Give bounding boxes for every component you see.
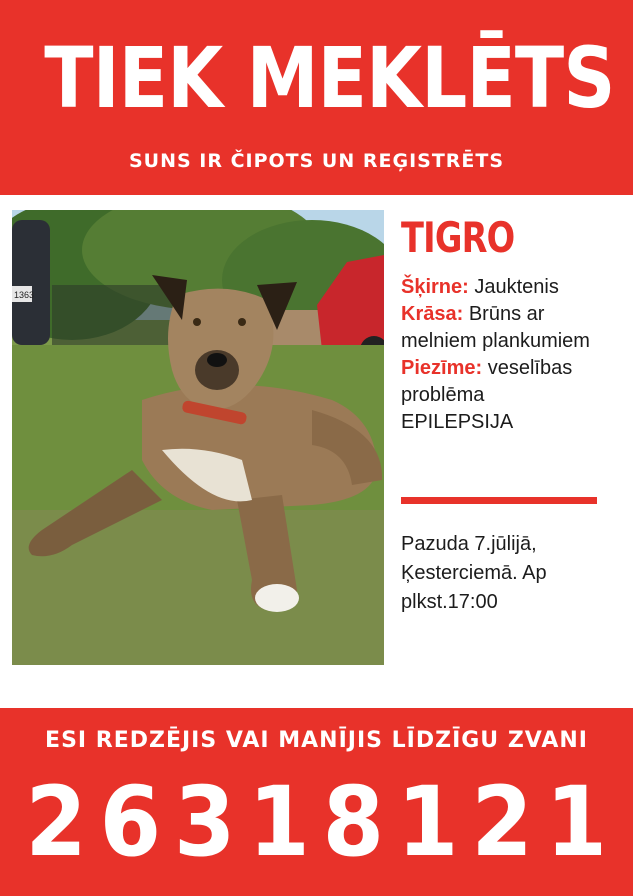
lost-info: Pazuda 7.jūlijā, Ķesterciemā. Ap plkst.17:00 (401, 533, 547, 613)
dog-info (401, 212, 601, 436)
dog-details (401, 274, 601, 436)
color-label: Krāsa: (401, 303, 464, 325)
subheadline: SUNS IR ČIPOTS UN REĢISTRĒTS (128, 150, 505, 172)
phone-number: 26318121 (25, 766, 620, 878)
color-value: Brūns ar melniem plankumiem (401, 303, 590, 352)
note-row (401, 355, 601, 436)
breed-row (401, 274, 601, 301)
note-value: veselības problēma EPILEPSIJA (401, 357, 573, 433)
breed-label: Šķirne: (401, 276, 469, 298)
divider (401, 497, 597, 504)
bottom-banner (0, 708, 633, 896)
headline: TIEK MEKLĒTS (44, 29, 615, 127)
call-to-action: ESI REDZĒJIS VAI MANĪJIS LĪDZĪGU ZVANI (45, 728, 588, 753)
note-label: Piezīme: (401, 357, 483, 379)
breed-value: Jauktenis (474, 276, 559, 298)
dog-name: TIGRO (401, 213, 515, 262)
top-banner (0, 0, 633, 195)
color-row (401, 301, 601, 355)
dog-photo-illustration (12, 210, 384, 665)
dog-photo (12, 210, 384, 665)
car-plate-text: 1363 (14, 290, 35, 300)
